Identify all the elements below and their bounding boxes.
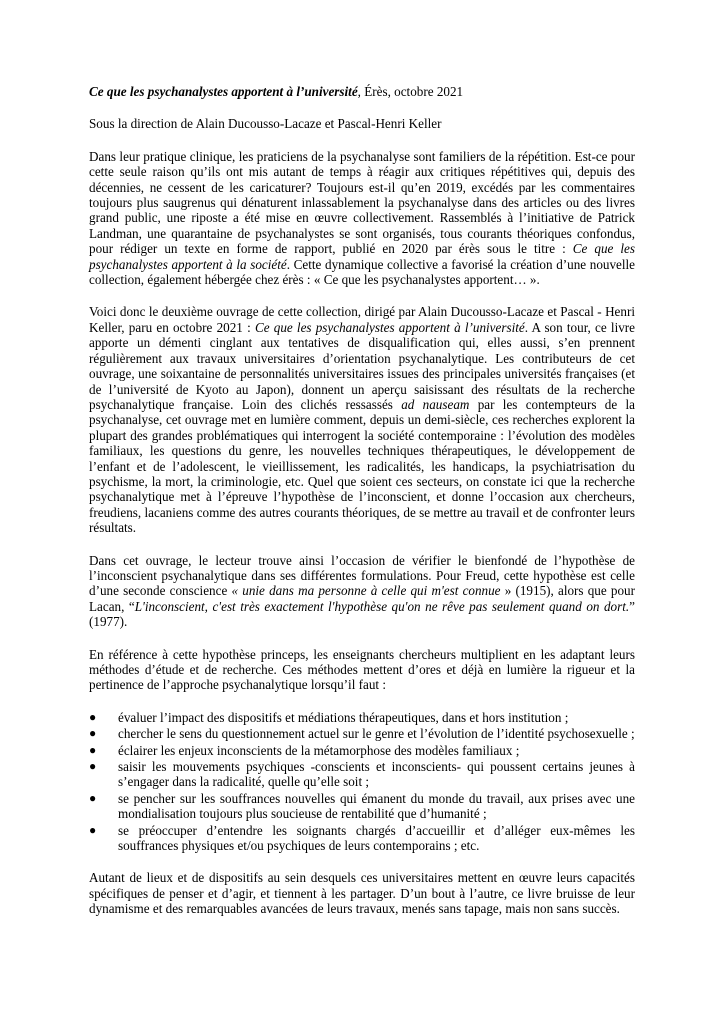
paragraph-5: Autant de lieux et de dispositifs au sein desquels ces universitaires mettent en œuvre leurs capacités spécifiques de penser et d’agir, et tiennent à les partager. D’un bout à l’autre, ce livre bruisse de leur dynamisme et des remarquables avancées de leurs travaux, menés sans tapage, mais non sans succès.: [89, 870, 635, 917]
list-item: [89, 791, 635, 822]
paragraph-3: [89, 553, 635, 630]
p3-lacan-quote: L'inconscient, c'est très exactement l'hypothèse qu'on ne rêve pas seulement quand on dort.: [134, 598, 630, 614]
bullet-icon: ●: [89, 709, 97, 724]
paragraph-4: En référence à cette hypothèse princeps, les enseignants chercheurs multiplient en les adaptant leurs méthodes d’étude et de recherche. Ces méthodes mettent d’ores et déjà en lumière la rigueur et la pertinence de l’approche psychanalytique lorsqu’il faut :: [89, 646, 635, 693]
p3-text-b: » (1915), alors que pour Lacan, “: [89, 583, 635, 614]
document-page: [89, 84, 635, 917]
bullet-icon: ●: [89, 742, 97, 757]
bullet-icon: ●: [89, 759, 97, 774]
paragraph-2: [89, 304, 635, 535]
p2-italic-title: Ce que les psychanalystes apportent à l’université: [254, 319, 525, 335]
p3-text-c: ” (1977).: [89, 598, 635, 630]
p2-text-b: . A son tour, ce livre apporte un démenti cinglant aux tentatives de disqualification qui, elles aussi, s’en prennent régulièrement aux travaux universitaires d’orientation psychanalytique. Les contributeurs de cet ouvrage, une soixantaine de personnalités universitaires issues des principales universités françaises (et de l’université de Kyoto au Japon), donnent un aperçu saisissant des résultats de la recherche psychanalytique française. Loin des clichés ressassés: [89, 319, 635, 412]
p1-text-a: Dans leur pratique clinique, les praticiens de la psychanalyse sont familiers de la répétition. Est-ce pour cette seule raison qu’ils ont mis autant de temps à réagir aux critiques répétitives qui, depuis des décennies, ne cessent de les caricaturer? Toujours est-il qu’en 2019, excédés par les commentaires toujours plus saugrenus qui dénaturent inlassablement la psychanalyse dans des articles ou des livres grand public, une riposte a été mise en œuvre collectivement. Rassemblés à l’initiative de Patrick Landman, une quarantaine de psychanalystes se sont organisés, tous courants théoriques confondus, pour rédiger un texte en forme de rapport, publié en 2020 par érès sous le titre :: [89, 148, 635, 257]
p2-text-c: par les contempteurs de la psychanalyse, cet ouvrage met en lumière comment, depuis un demi-siècle, ces recherches explorent la plupart des grandes problématiques qui interrogent la société contemporaine : l’évolution des modèles familiaux, les questions du genre, les nouvelles techniques thérapeutiques, le développement de l’enfant et de l’adolescent, le vieillissement, les radicalités, les handicaps, la psychiatrisation du psychisme, la mort, la criminologie, etc. Quel que soient ces secteurs, on constate ici que la recherche psychanalytique met à l’épreuve l’hypothèse de l’inconscient, et donne l’occasion aux chercheurs, freudiens, lacaniens comme des autres courants théoriques, de se mettre au travail et de confronter leurs résultats.: [89, 396, 635, 536]
paragraph-1: [89, 149, 635, 288]
list-item: [89, 823, 635, 854]
list-item-text: évaluer l’impact des dispositifs et médiations thérapeutiques, dans et hors institution ;: [118, 709, 569, 725]
p2-italic-latin: ad nauseam: [401, 396, 470, 412]
bullet-icon: ●: [89, 726, 97, 741]
list-item-text: se préoccuper d’entendre les soignants chargés d’accueillir et d’alléger eux-mêmes les souffrances physiques et/ou psychiques de leurs contemporains ; etc.: [118, 822, 635, 854]
p3-text-a: Dans cet ouvrage, le lecteur trouve ainsi l’occasion de vérifier le bienfondé de l’hypothèse de l’inconscient psychanalytique dans ses différentes formulations. Pour Freud, cette hypothèse est celle d’une seconde conscience: [89, 552, 635, 599]
publisher-date: , Érès, octobre 2021: [357, 84, 464, 99]
list-item: [89, 726, 635, 741]
p1-text-b: . Cette dynamique collective a favorisé la création d’une nouvelle collection, également hébergée chez érès : « Ce que les psychanalystes apportent… ».: [89, 256, 636, 288]
list-item-text: éclairer les enjeux inconscients de la métamorphose des modèles familiaux ;: [118, 742, 520, 758]
bullet-list: [89, 710, 635, 854]
list-item: [89, 743, 635, 758]
list-item: [89, 759, 635, 790]
book-title: Ce que les psychanalystes apportent à l’université: [89, 84, 358, 99]
list-item-text: chercher le sens du questionnement actuel sur le genre et l’évolution de l’identité psychosexuelle ;: [118, 726, 635, 742]
p3-freud-quote: « unie dans ma personne à celle qui m'est connue: [231, 583, 501, 599]
list-item-text: saisir les mouvements psychiques -conscients et inconscients- qui poussent certains jeunes à s’engager dans la radicalité, quelle qu’elle soit ;: [118, 759, 635, 790]
list-item-text: se pencher sur les souffrances nouvelles qui émanent du monde du travail, aux prises avec une mondialisation toujours plus soucieuse de rentabilité que d’humanité ;: [118, 790, 635, 822]
bullet-icon: ●: [89, 822, 97, 837]
p2-text-a: Voici donc le deuxième ouvrage de cette collection, dirigé par Alain Ducousso-Lacaze et Pascal - Henri Keller, paru en octobre 2021 :: [89, 304, 635, 335]
editors-line: Sous la direction de Alain Ducousso-Lacaze et Pascal-Henri Keller: [89, 116, 442, 132]
bullet-icon: ●: [89, 790, 97, 805]
book-title-line: [89, 84, 635, 99]
p1-italic-title: Ce que les psychanalystes apportent à la société: [89, 241, 635, 272]
list-item: [89, 710, 635, 725]
